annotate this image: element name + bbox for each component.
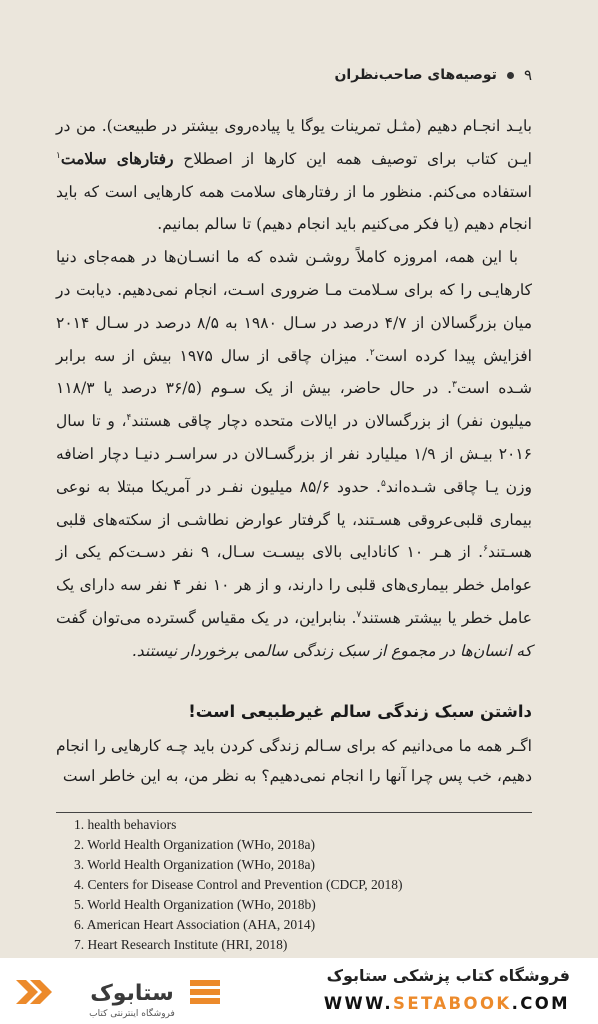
footnote-item: 1. health behaviors [74,817,177,832]
book-stack-icon [190,980,220,986]
footnote-ref: ۲ [369,347,375,358]
setabook-logo[interactable] [14,970,224,1020]
page-number: ۹ [523,66,532,84]
running-header [56,62,532,88]
italic-conclusion: که انسان‌ها در مجموع از سبک زندگی سالمی برخوردار نیستند. [131,641,532,660]
footnote-divider [56,812,532,813]
key-term: رفتارهای سلامت [60,148,174,168]
url-prefix: WWW. [323,994,394,1013]
url-highlight: SETABOOK [393,994,512,1013]
footnote-item: 3. World Health Organization (WHo, 2018a) [74,857,315,872]
body-text [56,110,532,668]
logo-tagline: فروشگاه اینترنتی کتاب [89,1009,175,1019]
header-bullet-icon [507,72,514,79]
shop-title: فروشگاه کتاب پزشکی ستابوک [326,966,570,985]
url-suffix: .COM [511,994,570,1013]
paragraph-2: با این همه، امروزه کاملاً روشـن شده که ما انسـان‌ها در همه‌جای دنیا کارهایـی را که برای سـلامت مـا ضروری اسـت، انجام نمی‌دهیم. دیابت در میان بزرگسالان از ۴/۷ درصد در سـال ۱۹۸۰ به ۸/۵ درصد در سـال ۲۰۱۴ افزایش پیدا کرده است$^۲$. میزان چاقی از سال ۱۹۷۵ بیش از سه برابر شـده است$^۳$. در حال حاضر، بیش از یک سـوم (۳۶/۵ درصد یا ۱۱۸/۳ میلیون نفر) از بزرگسالان در ایالات متحده دچار چاقی هستند$^۴$، و تا سال ۲۰۱۶ بیـش از ۱/۹ میلیارد نفر از بزرگسـالان در سراسـر دنیـا دچار اضافه وزن یـا چاقی شـده‌اند$^۵$. حدود ۸۵/۶ میلیون نفـر در آمریکا مبتلا به نوعی بیماری قلبی‌عروقی هسـتند، یا گرفتار عوارض نطاشـی از سکته‌های قلبی هسـتند$^۶$. از هـر ۱۰ کانادایی بالای بیسـت سـال، ۹ نفر دسـت‌کم یکی از عوامل خطر بیماری‌های قلبی را دارند، و از هر ۱۰ نفر ۴ نفر سه دارای یک عامل خطر یا بیشتر هستند$^۷$. بنابراین، در یک مقیاس گسترده می‌توان گفت که انسان‌ها در مجموع از سبک زندگی سالمی برخوردار نیستند. [56,248,532,660]
book-stack-icon [190,989,220,995]
section-heading: داشتن سبک زندگی سالم غیرطبیعی است! [188,702,532,721]
footnote-ref: ۴ [126,413,132,424]
paragraph-1: بایـد انجـام دهیم (مثـل تمرینات یوگا یا پیاده‌روی بیشتر در طبیعت). من در ایـن کتاب برای توصیف همه این کارها از اصطلاح رفتارهای سلامت$^۱$ استفاده می‌کنم. منظور ما از رفتارهای سلامت همه کارهایی است که باید انجام دهیم (یا فکر می‌کنیم باید انجام دهیم) تا سالم بمانیم. [56,117,532,234]
footnote-item: 4. Centers for Disease Control and Prevention (CDCP, 2018) [74,877,403,892]
footnote-ref: ۷ [356,609,362,620]
footnote-item: 5. World Health Organization (WHo, 2018b) [74,897,316,912]
chapter-title: توصیه‌های صاحب‌نظران [334,67,497,83]
footnote-ref: ۳ [452,380,457,391]
logo-word: ستابوک [90,981,174,1006]
footnote-item: 7. Heart Research Institute (HRI, 2018) [74,937,288,952]
shop-url[interactable] [324,994,570,1013]
footnote-item: 2. World Health Organization (WHo, 2018a) [74,837,315,852]
paragraph-3: اگـر همه ما می‌دانیم که برای سـالم زندگی کردن باید چـه کارهایی را انجام دهیم، خب پس چرا آنها را انجام نمی‌دهیم؟ به نظر من، به این خاطر است [56,737,532,785]
footnote-ref: ۵ [381,478,386,489]
footnote-item: 6. American Heart Association (AHA, 2014) [74,917,316,932]
footnote-ref: ۱ [56,150,61,161]
footnotes [74,815,534,955]
footnote-ref: ۶ [483,544,488,555]
book-stack-icon [190,998,220,1004]
